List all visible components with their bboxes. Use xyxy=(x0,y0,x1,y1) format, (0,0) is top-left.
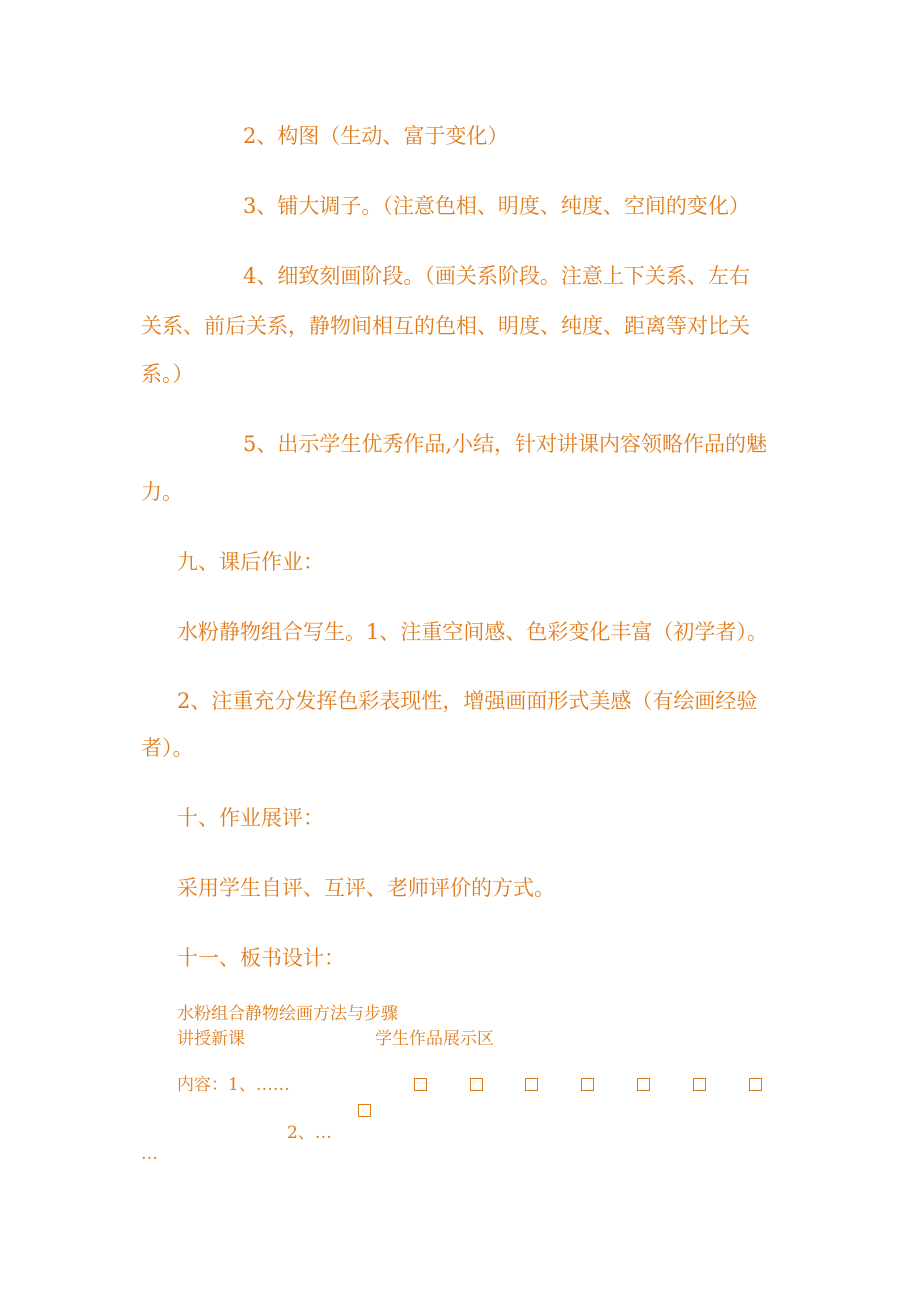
step-5-text-line2: 力。 xyxy=(141,480,183,504)
work-placeholder-box xyxy=(470,1078,483,1091)
homework-item-2-line1: 2、注重充分发挥色彩表现性，增强画面形式美感（有绘画经验 xyxy=(177,689,758,713)
work-placeholder-box xyxy=(637,1078,650,1091)
board-content-line1: 内容：1、…… xyxy=(177,1075,290,1095)
review-heading: 十、作业展评： xyxy=(177,806,324,830)
board-heading: 十一、板书设计： xyxy=(177,946,345,970)
board-title: 水粉组合静物绘画方法与步骤 xyxy=(177,1004,398,1024)
work-placeholder-box xyxy=(358,1104,371,1117)
work-placeholder-box xyxy=(693,1078,706,1091)
homework-item-1: 水粉静物组合写生。1、注重空间感、色彩变化丰富（初学者）。 xyxy=(177,620,768,644)
board-right-label: 学生作品展示区 xyxy=(375,1029,494,1049)
step-2-text: 2、构图（生动、富于变化） xyxy=(243,124,509,148)
homework-item-2-line2: 者）。 xyxy=(141,736,194,760)
step-4-text-line1: 4、细致刻画阶段。（画关系阶段。注意上下关系、左右 xyxy=(243,264,750,288)
step-4-text-line2: 关系、前后关系，静物间相互的色相、明度、纯度、距离等对比关 xyxy=(141,314,750,338)
board-content-line2: 2、… xyxy=(287,1123,332,1143)
board-ellipsis: … xyxy=(141,1144,158,1164)
review-text: 采用学生自评、互评、老师评价的方式。 xyxy=(177,876,555,900)
work-placeholder-box xyxy=(414,1078,427,1091)
step-4-text-line3: 系。） xyxy=(141,362,194,386)
step-3-text: 3、铺大调子。（注意色相、明度、纯度、空间的变化） xyxy=(243,194,750,218)
work-placeholder-box xyxy=(525,1078,538,1091)
work-placeholder-box xyxy=(581,1078,594,1091)
step-5-text-line1: 5、出示学生优秀作品,小结，针对讲课内容领略作品的魅 xyxy=(243,432,768,456)
board-left-label: 讲授新课 xyxy=(177,1029,245,1049)
homework-heading: 九、课后作业： xyxy=(177,550,324,574)
work-placeholder-box xyxy=(749,1078,762,1091)
student-work-display-area xyxy=(410,1074,780,1098)
